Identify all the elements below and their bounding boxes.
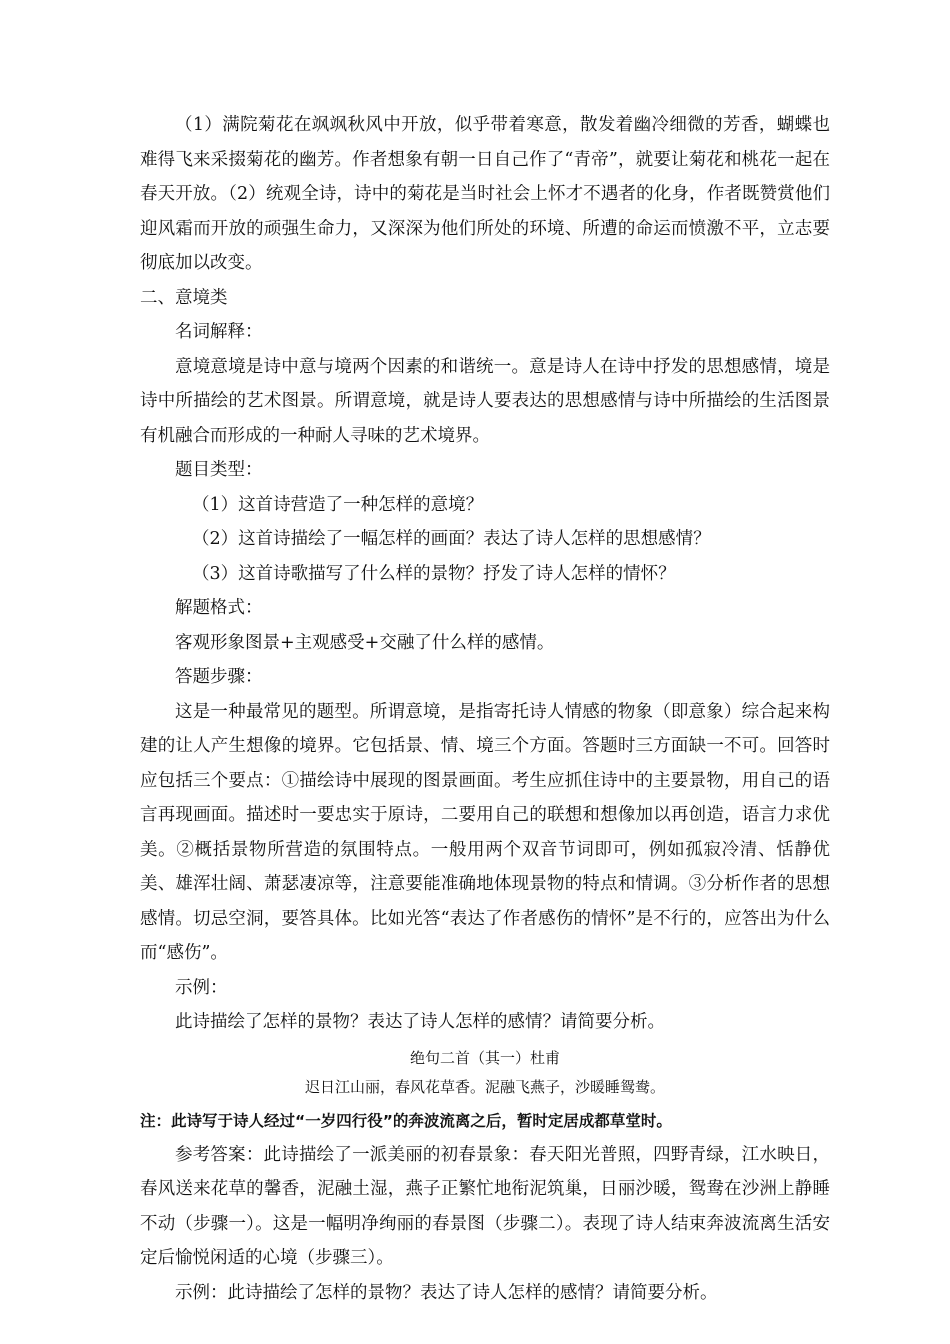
poem-note: 注：此诗写于诗人经过“一岁四行役”的奔波流离之后，暂时定居成都草堂时。 xyxy=(140,1111,672,1130)
format-text: 客观形象图景+主观感受+交融了什么样的感情。 xyxy=(175,632,555,653)
document-page xyxy=(140,108,830,1310)
poem-text: 迟日江山丽，春风花草香。泥融飞燕子，沙暖睡鸳鸯。 xyxy=(304,1077,665,1096)
question-type-item: （3）这首诗歌描写了什么样的景物？抒发了诗人怎样的情怀？ xyxy=(192,563,676,584)
poem-title: 绝句二首（其一）杜甫 xyxy=(409,1048,560,1067)
format-label: 解题格式： xyxy=(175,598,263,618)
reference-answer: 参考答案：此诗描绘了一派美丽的初春景象：春天阳光普照，四野青绿，江水映日，春风送来花草的馨香，泥融土湿，燕子正繁忙地衔泥筑巢，日丽沙暖，鸳鸯在沙洲上静睡不动（步骤一）。这是一幅明净绚丽的春景图（步骤二）。表现了诗人结束奔波流离生活安定后愉悦闲适的心境（步骤三）。 xyxy=(140,1144,830,1268)
steps-label: 答题步骤： xyxy=(175,667,263,687)
question-type-item: （1）这首诗营造了一种怎样的意境？ xyxy=(192,494,484,515)
second-example: 示例：此诗描绘了怎样的景物？表达了诗人怎样的感情？请简要分析。 xyxy=(175,1282,718,1303)
example-question: 此诗描绘了怎样的景物？表达了诗人怎样的感情？请简要分析。 xyxy=(175,1012,665,1032)
chrysanthemum-analysis-paragraph: （1）满院菊花在飒飒秋风中开放，似乎带着寒意，散发着幽冷细微的芳香，蝴蝶也难得飞来采掇菊花的幽芳。作者想象有朝一日自己作了“青帝”，就要让菊花和桃花一起在春天开放。（2）统观全诗，诗中的菊花是当时社会上怀才不遇者的化身，作者既赞赏他们迎风霜而开放的顽强生命力，又深深为他们所处的环境、所遭的命运而愤激不平，立志要彻底加以改变。 xyxy=(140,115,830,273)
example-label: 示例： xyxy=(175,977,228,998)
question-types-label: 题目类型： xyxy=(175,460,263,480)
steps-text: 这是一种最常见的题型。所谓意境，是指寄托诗人情感的物象（即意象）综合起来构建的让人产生想像的境界。它包括景、情、境三个方面。答题时三方面缺一不可。回答时应包括三个要点：①描绘诗中展现的图景画面。考生应抓住诗中的主要景物，用自己的语言再现画面。描述时一要忠实于原诗，二要用自己的联想和想像加以再创造，语言力求优美。②概括景物所营造的氛围特点。一般用两个双音节词即可，例如孤寂冷清、恬静优美、雄浑壮阔、萧瑟凄凉等，注意要能准确地体现景物的特点和情调。③分析作者的思想感情。切忌空洞，要答具体。比如光答“表达了作者感伤的情怀”是不行的，应答出为什么而“感伤”。 xyxy=(140,701,830,963)
question-type-item: （2）这首诗描绘了一幅怎样的画面？表达了诗人怎样的思想感情？ xyxy=(192,529,711,549)
term-definition: 意境意境是诗中意与境两个因素的和谐统一。意是诗人在诗中抒发的思想感情，境是诗中所描绘的艺术图景。所谓意境，就是诗人要表达的思想感情与诗中所描绘的生活图景有机融合而形成的一种耐人寻味的艺术境界。 xyxy=(140,356,830,446)
section-heading: 二、意境类 xyxy=(140,287,228,308)
term-label: 名词解释： xyxy=(175,322,263,342)
